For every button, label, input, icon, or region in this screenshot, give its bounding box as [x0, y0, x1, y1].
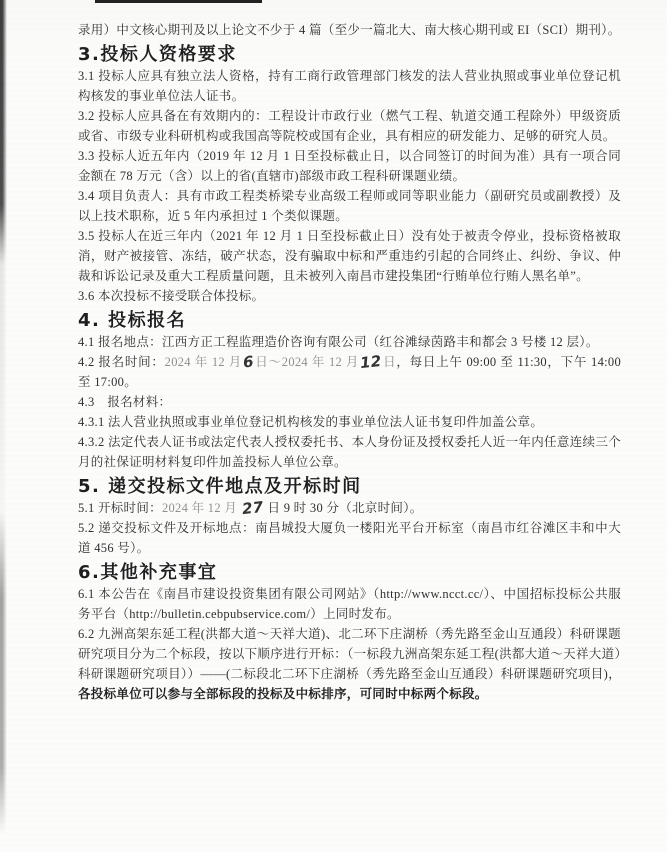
paragraph-3-5: 3.5 投标人在近三年内（2021 年 12 月 1 日至投标截止日）没有处于被责令停业，投标资格被取消，财产被接管、冻结，破产状态，没有骗取中标和严重违约引起的合同终止、纠纷、争议、仲裁和诉讼记录及重大工程质量问题，且未被列入南昌市建投集团“行贿单位行贿人黑名单”。: [78, 229, 621, 283]
handwritten-day-start: 6: [242, 352, 255, 372]
registration-time-hours: ，每日上午 09:00 至 11:30，下午 14:00 至 17:00。: [78, 355, 621, 389]
section-4-heading: 4. 投标报名: [78, 310, 187, 331]
printed-date-end: 2024 年 12 月: [281, 355, 360, 369]
bid-opening-time-detail: 日 9 时 30 分（北京时间）。: [264, 501, 423, 515]
scan-edge-shadow: [0, 0, 7, 852]
scan-top-rule: [95, 0, 262, 3]
printed-date-separator: 日～: [254, 355, 282, 369]
paragraph-4-3-1: 4.3.1 法人营业执照或事业单位登记机构核发的事业单位法人证书复印件加盖公章。: [78, 415, 544, 429]
printed-opening-date: 2024 年 12 月: [161, 501, 241, 515]
paragraph-4-3: 4.3 报名材料：: [78, 395, 172, 409]
paragraph-4-3-2: 4.3.2 法定代表人证书或法定代表人授权委托书、本人身份证及授权委托人近一年内任意连续三个月的社保证明材料复印件加盖投标人单位公章。: [78, 435, 621, 469]
section-5-heading: 5. 递交投标文件地点及开标时间: [78, 476, 362, 497]
document-content: [78, 20, 621, 704]
section-6-heading: 6.其他补充事宜: [78, 562, 218, 583]
paragraph-6-2: [78, 624, 621, 704]
handwritten-opening-day: 27: [240, 497, 264, 519]
registration-time-label: 4.2 报名时间：: [78, 355, 165, 369]
paragraph-6-1: 6.1 本公告在《南昌市建设投资集团有限公司网站》（http://www.ncct.cc/）、中国招标投标公共服务平台（http://bulletin.cebpubservice.com/）上同时发布。: [78, 587, 621, 621]
paragraph-3-3: 3.3 投标人近五年内（2019 年 12 月 1 日至投标截止日，以合同签订的时间为准）具有一项合同金额在 78 万元（含）以上的省(直辖市)部级市政工程科研课题业绩。: [78, 149, 621, 183]
paragraph-4-1: 4.1 报名地点：江西方正工程监理造价咨询有限公司（红谷滩绿茵路丰和都会 3 号楼 12 层）。: [78, 335, 599, 349]
handwritten-day-end: 12: [359, 351, 383, 373]
paragraph-5-1: [78, 498, 621, 518]
paragraph-3-4: 3.4 项目负责人：具有市政工程类桥梁专业高级工程师或同等职业能力（副研究员或副教授）及以上技术职称，近 5 年内承担过 1 个类似课题。: [78, 189, 621, 223]
lot-description-text: 6.2 九洲高架东延工程(洪都大道～天祥大道)、北二环下庄湖桥（秀先路至金山互通段）科研课题研究项目分为二个标段，按以下顺序进行开标：（一标段九洲高架东延工程(洪都大道～天祥大道）科研课题研究项目））——(二标段北二环下庄湖桥（秀先路至金山互通段）科研课题研究项目)，: [78, 627, 621, 681]
printed-day-suffix: 日: [382, 355, 397, 369]
paragraph-3-2: 3.2 投标人应具备在有效期内的：工程设计市政行业（燃气工程、轨道交通工程除外）甲级资质或省、市级专业科研机构或我国高等院校或国有企业，具有相应的研发能力、足够的研究人员。: [78, 109, 621, 143]
paragraph-4-2: [78, 352, 621, 392]
lot-participation-bold-note: 各投标单位可以参与全部标段的投标及中标排序，可同时中标两个标段。: [78, 687, 488, 701]
bid-opening-time-label: 5.1 开标时间：: [78, 501, 162, 515]
section-3-heading: 3.投标人资格要求: [78, 44, 237, 65]
paragraph-5-2: 5.2 递交投标文件及开标地点：南昌城投大厦负一楼阳光平台开标室（南昌市红谷滩区丰和中大道 456 号）。: [78, 521, 621, 555]
paragraph-3-1: 3.1 投标人应具有独立法人资格，持有工商行政管理部门核发的法人营业执照或事业单位登记机构核发的事业单位法人证书。: [78, 69, 621, 103]
printed-date-start: 2024 年 12 月: [164, 355, 243, 369]
paragraph-3-6: 3.6 本次投标不接受联合体投标。: [78, 289, 265, 303]
paragraph-intro-continuation: 录用）中文核心期刊及以上论文不少于 4 篇（至少一篇北大、南大核心期刊或 EI（SCI）期刊）。: [78, 23, 621, 37]
